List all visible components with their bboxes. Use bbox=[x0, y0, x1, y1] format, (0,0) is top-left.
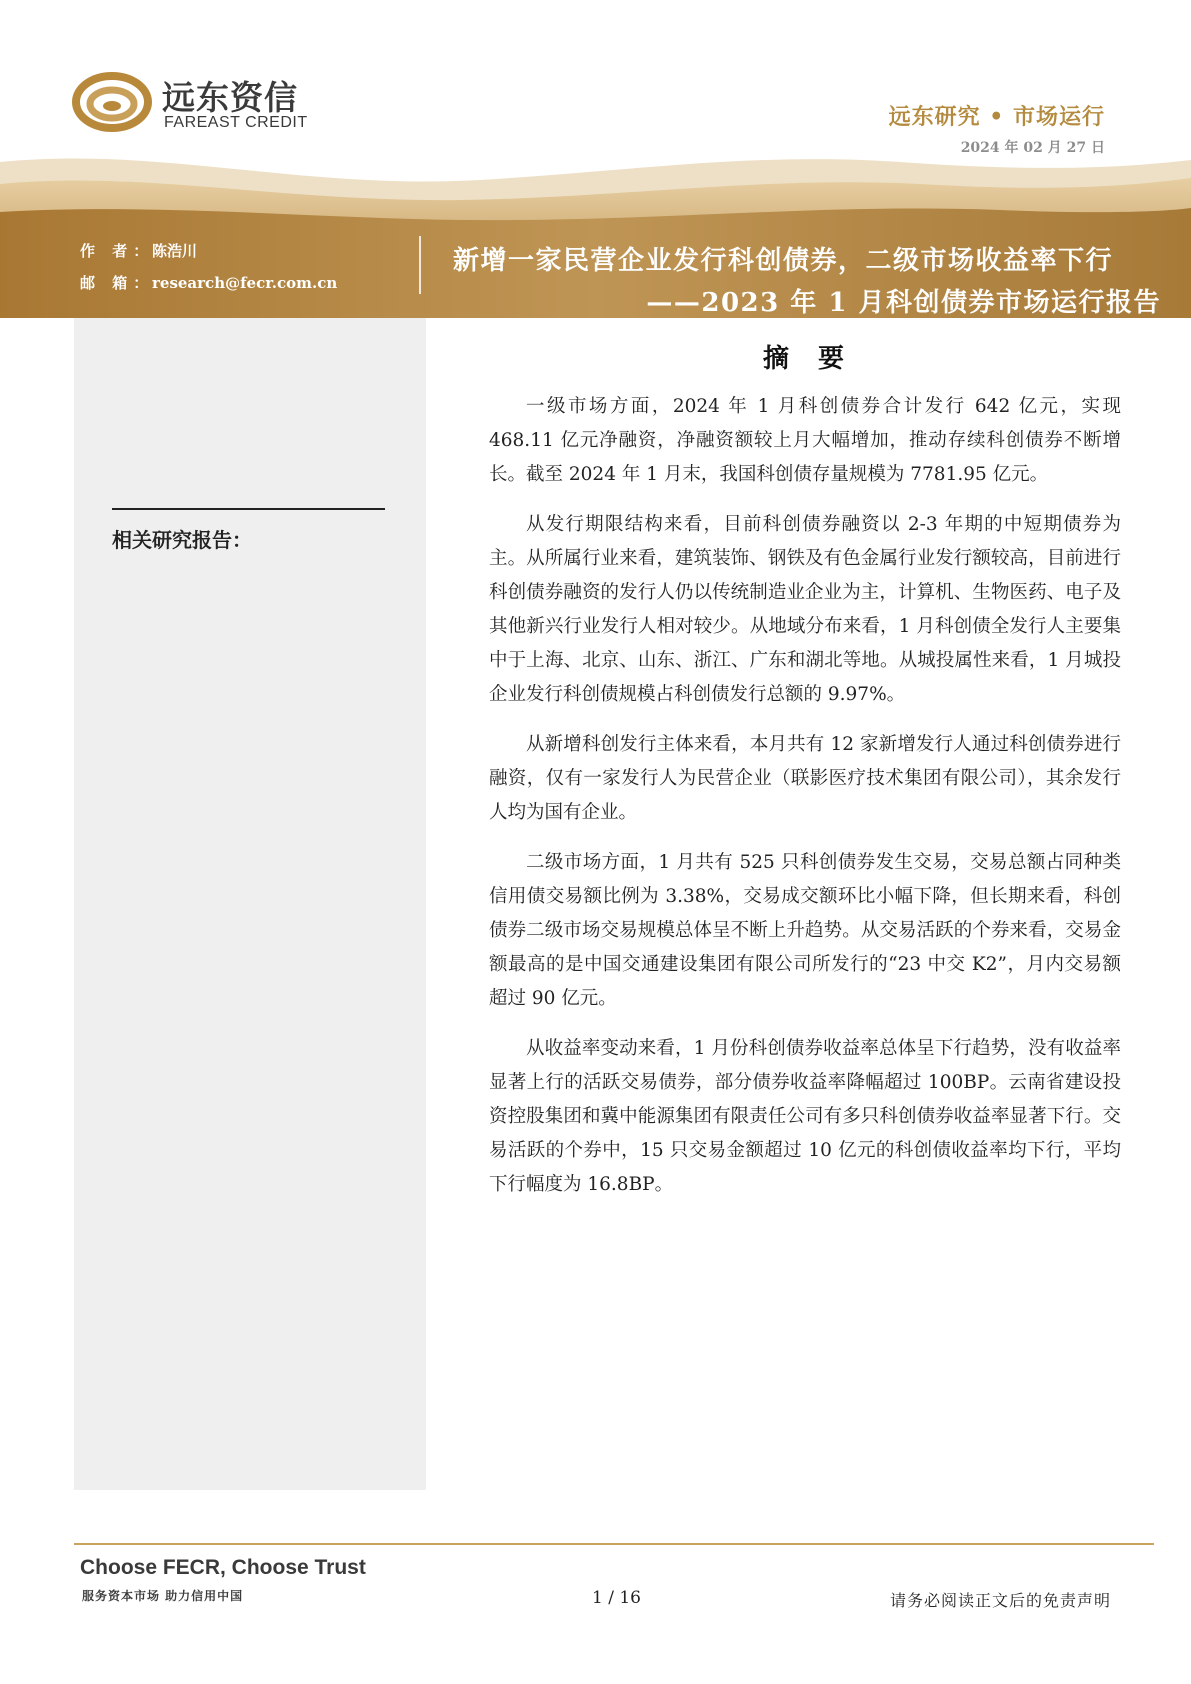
sidebar bbox=[74, 318, 426, 1490]
sidebar-divider bbox=[112, 508, 385, 510]
abstract-paragraph: 从新增科创发行主体来看，本月共有 12 家新增发行人通过科创债券进行融资，仅有一家发行人为民营企业（联影医疗技术集团有限公司），其余发行人均为国有企业。 bbox=[489, 734, 1121, 823]
author-name: 陈浩川 bbox=[152, 242, 198, 260]
page-number: 1 / 16 bbox=[592, 1588, 641, 1608]
footer-tagline: 服务资本市场 助力信用中国 bbox=[82, 1589, 244, 1603]
author-label: 作 者： bbox=[80, 242, 155, 260]
report-title: 新增一家民营企业发行科创债券，二级市场收益率下行 bbox=[453, 246, 1114, 276]
abstract-paragraph: 一级市场方面，2024 年 1 月科创债券合计发行 642 亿元，实现 468.11 亿元净融资，净融资额较上月大幅增加，推动存续科创债券不断增长。截至 2024 年 1 月末，我国科创债存量规模为 7781.95 亿元。 bbox=[489, 396, 1121, 485]
report-series: 远东研究 • 市场运行 bbox=[888, 104, 1105, 130]
related-reports-heading: 相关研究报告： bbox=[112, 528, 252, 552]
footer-divider bbox=[74, 1543, 1154, 1545]
abstract-paragraph: 从发行期限结构来看，目前科创债券融资以 2-3 年期的中短期债券为主。从所属行业来看，建筑装饰、钢铁及有色金属行业发行额较高，目前进行科创债券融资的发行人仍以传统制造业企业为主，计算机、生物医药、电子及其他新兴行业发行人相对较少。从地域分布来看，1 月科创债全发行人主要集中于上海、北京、山东、浙江、广东和湖北等地。从城投属性来看，1 月城投企业发行科创债规模占科创债发行总额的 9.97%。 bbox=[489, 514, 1121, 705]
disclaimer-note: 请务必阅读正文后的免责声明 bbox=[889, 1591, 1111, 1610]
abstract-paragraph: 从收益率变动来看，1 月份科创债券收益率总体呈下行趋势，没有收益率显著上行的活跃交易债券，部分债券收益率降幅超过 100BP。云南省建设投资控股集团和冀中能源集团有限责任公司有多只科创债券收益率显著下行。交易活跃的个券中，15 只交易金额超过 10 亿元的科创债收益率均下行，平均下行幅度为 16.8BP。 bbox=[489, 1038, 1121, 1195]
abstract-heading: 摘 要 bbox=[763, 344, 855, 374]
report-subtitle: ——2023 年 1 月科创债券市场运行报告 bbox=[646, 288, 1161, 318]
email-row bbox=[80, 267, 337, 299]
report-date: 2024 年 02 月 27 日 bbox=[960, 140, 1105, 156]
logo-text-cn: 远东资信 bbox=[162, 78, 298, 117]
banner-divider bbox=[419, 236, 421, 294]
author-row bbox=[80, 235, 337, 267]
logo-text-en: FAREAST CREDIT bbox=[164, 114, 308, 131]
abstract-paragraph: 二级市场方面，1 月共有 525 只科创债券发生交易，交易总额占同种类信用债交易额比例为 3.38%，交易成交额环比小幅下降，但长期来看，科创债券二级市场交易规模总体呈不断上升趋势。从交易活跃的个券来看，交易金额最高的是中国交通建设集团有限公司所发行的“23 中交 K2”，月内交易额超过 90 亿元。 bbox=[489, 852, 1121, 1009]
logo-rings-icon bbox=[72, 70, 152, 134]
footer-slogan: Choose FECR, Choose Trust bbox=[80, 1556, 366, 1579]
author-info bbox=[80, 235, 337, 299]
email-label: 邮 箱： bbox=[80, 274, 155, 292]
abstract-body bbox=[489, 390, 1121, 1218]
fareast-credit-logo bbox=[72, 70, 372, 140]
author-email[interactable]: research@fecr.com.cn bbox=[152, 274, 338, 292]
